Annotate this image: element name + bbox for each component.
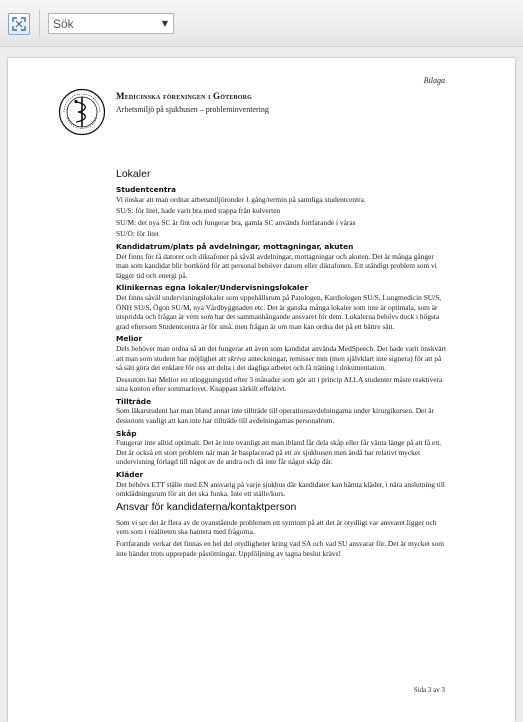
paragraph: Det behövs ETT ställe med EN ansvarig på varje sjukhus där kandidater kan hämta kläder, i nära anslutning till omklädningsrum för att det ska funka. Inte ett ställe/kurs. <box>116 479 445 499</box>
text-run: anteckningar, remisser mm (men självklart inte signera) för att på så sätt göra det enklare för oss att delta i det dagliga arbetet och få träning i dokumentation. <box>116 353 442 373</box>
text-run: Dels behöver man ordna så att det fungerar att även som kandidat använda MedSpeech. Det hade varit önskvärt att man som student har möjlighet att <box>116 343 446 363</box>
search-input[interactable] <box>49 14 165 33</box>
paragraph: Det finns för få datorer och diktafoner på såväl avdelningar, mottagningar och akuten. Det är många gånger man som kandidat blir bortkörd för att personal behöver datorn eller diktafonen. Ett ständigt problem som vi lägger tid och energi på. <box>116 251 437 280</box>
section-heading-lokaler: Lokaler <box>116 168 151 180</box>
medical-society-logo <box>58 88 106 136</box>
subheading-studentcentra: Studentcentra <box>116 185 177 194</box>
paragraph: SU/S: för litet, hade varit bra med trappa från kulverten <box>116 206 281 216</box>
paragraph: Det finns såväl undervisningslokaler som uppehållsrum på Patologen, Kardiologen SU/S, Lungmedicin SU/S, ÖNH SU/S, Ögon SU/M, nya Vårdbyggnaden etc. Det är ganska många lokaler som inte är optimala, som är utspridda och frågan är vem som har det sammanhängande ansvaret för dem. Lokalerna behövs dock i högsta grad eftersom Studentcentra är för små, men frågan är om man kan ordna det på ett bättre sätt. <box>116 292 442 331</box>
subheading-tilltrade: Tillträde <box>116 396 152 406</box>
paragraph: Dessutom har Melior en utloggningstid efter 3 månader som gör att i princip ALLA studenter måste reaktivera sina konton efter sommarlovet. Knappast särkilt effektivt. <box>116 374 443 394</box>
subheading-skap: Skåp <box>116 428 137 438</box>
emphasis: skriva <box>227 353 246 363</box>
paragraph: Vi önskar att man ordnar arbetsmiljöronder 1 gång/termin på samtliga studentcentra. <box>116 194 366 204</box>
paragraph: SU/Ö: för litet <box>116 229 159 239</box>
subheading-kandidatrum: Kandidatrum/plats på avdelningar, mottagningar, akuten <box>116 241 354 251</box>
fit-page-icon <box>12 17 26 31</box>
subheading-kliniker: Klinikernas egna lokaler/Undervisningslokaler <box>116 283 309 293</box>
fit-page-button[interactable] <box>8 13 30 35</box>
document-subtitle: Arbetsmiljö på sjukhusen – probleminventering <box>116 105 269 114</box>
section-heading-ansvar: Ansvar för kandidaterna/kontaktperson <box>116 500 297 513</box>
viewer-toolbar <box>0 0 523 47</box>
paragraph: SU/M: det nya SC är fint och fungerar bra, gamla SC används fortfarande i våras <box>116 217 356 227</box>
paragraph: Fungerar inte alltid optimalt. Det är inte ovanligt att man ibland får dela skåp eller får vänta länge på att få ett. Det är också ett stort problem när man är basplacerad på ett av sjukhusen men ändå har relativt mycket undervisning förlagd till något av de andra och då inte får något skåp där. <box>116 438 442 467</box>
paragraph <box>116 344 446 373</box>
organization-name: Medicinska föreningen i Göteborg <box>116 91 252 101</box>
subheading-klader: Kläder <box>116 470 144 480</box>
page-number: Sida 3 av 3 <box>413 686 445 694</box>
paragraph: Som läkarstudent har man bland annat inte tillträde till operationsavdelningarna under kirurgikursen. Det är dessutom vanligt att kan inte har tillträde till avdelningarnas personalrum. <box>116 406 434 426</box>
subheading-melior: Melior <box>116 334 143 344</box>
bilaga-label: Bilaga <box>423 76 445 85</box>
document-page <box>8 58 515 722</box>
paragraph: Fortfarande verkar det finnas en hel del otydligheter kring vad SA och vad SU ansvarar för. Det är mycket som inte händer trots upprepade påstötningar. Uppföljning av tagna beslut krävs! <box>116 539 444 558</box>
search-box[interactable] <box>48 13 174 34</box>
document-body <box>116 168 446 560</box>
paragraph: Som vi ser det är flera av de ovanstående problemen ett symtom på att det är otydligt var ansvaret ligger och vem som i realiteten ska hantera med frågorna. <box>116 517 437 537</box>
dropdown-arrow-icon[interactable]: ▼ <box>161 19 169 28</box>
toolbar-separator <box>39 10 40 37</box>
